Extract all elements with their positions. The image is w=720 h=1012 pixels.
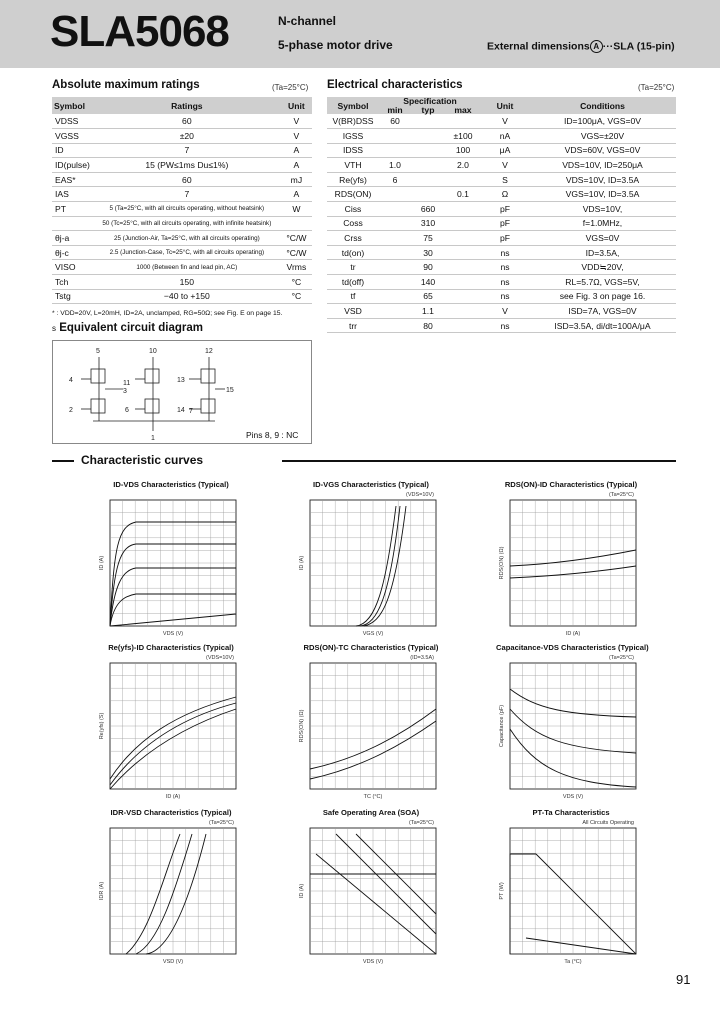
elec-header-unit: Unit [481,97,529,114]
curve-chart [96,480,246,638]
y-axis-label: RDS(ON) (Ω) [299,709,305,743]
y-axis-label: Capacitance (pF) [499,704,505,748]
elec-condition: (Ta=25°C) [638,83,675,92]
x-axis-label: VDS (V) [162,631,184,637]
abs-rating: 60 [93,114,281,129]
x-axis-label: Ta (°C) [564,959,582,965]
abs-max-title: Absolute maximum ratings [52,79,200,91]
curve-chart-title: ID-VGS Characteristics (Typical) [313,480,429,489]
elec-min [379,143,411,158]
elec-conditions: f=1.0MHz, [529,216,676,231]
elec-max: 100 [445,143,481,158]
elec-typ [411,187,445,202]
ext-dim-letter: A [590,40,603,53]
elec-max: 2.0 [445,158,481,173]
elec-unit: V [481,304,529,319]
curve-chart [496,643,649,801]
x-axis-label: VSD (V) [162,959,184,965]
abs-rating: 150 [93,275,281,290]
elec-conditions: see Fig. 3 on page 16. [529,289,676,304]
elec-header-min: min [379,106,411,114]
pin-label-12: 12 [205,348,213,355]
ext-dim-suffix: ···SLA (15-pin) [602,40,675,53]
chart-note: (Ta=25°C) [609,492,634,498]
elec-typ: 65 [411,289,445,304]
elec-max [445,172,481,187]
elec-typ [411,143,445,158]
curve-chart [496,480,646,638]
abs-symbol: PT [52,202,93,217]
elec-max [445,216,481,231]
y-axis-label: ID (A) [299,883,305,899]
elec-conditions: VGS=10V, ID=3.5A [529,187,676,202]
abs-symbol: ID(pulse) [52,158,93,173]
elec-min [379,275,411,290]
elec-symbol: td(off) [327,275,379,290]
elec-typ: 310 [411,216,445,231]
abs-max-footnote: * : VDD=20V, L=20mH, ID=2A, unclamped, RG=50Ω; see Fig. E on page 15. [52,310,283,317]
pin-label-5: 5 [96,348,100,355]
elec-symbol: VTH [327,158,379,173]
curve-chart-title: Capacitance-VDS Characteristics (Typical) [496,643,649,652]
abs-row [52,143,312,158]
elec-min [379,129,411,144]
elec-max [445,114,481,129]
abs-rating: 25 (Junction-Air, Ta=25°C, with all circuits operating) [93,231,281,246]
elec-title: Electrical characteristics [327,79,463,91]
chart-note: (Ta=25°C) [609,655,634,661]
curve-line [356,506,396,626]
abs-unit: A [281,143,312,158]
elec-header-symbol: Symbol [327,97,379,114]
abs-row [52,289,312,304]
elec-min [379,216,411,231]
elec-conditions: VGS=±20V [529,129,676,144]
external-dimensions [487,40,675,53]
curve-line [136,834,192,954]
elec-symbol: RDS(ON) [327,187,379,202]
elec-typ: 660 [411,202,445,217]
abs-symbol: VGSS [52,129,93,144]
elec-header-typ: typ [411,106,445,114]
elec-typ: 30 [411,245,445,260]
equivalent-circuit-diagram [53,341,311,443]
elec-header-max: max [445,106,481,114]
elec-unit: S [481,172,529,187]
elec-max [445,318,481,333]
elec-header-conditions: Conditions [529,97,676,114]
subtitle-channel: N-channel [278,14,337,28]
elec-symbol: IDSS [327,143,379,158]
curve-chart [96,808,246,966]
elec-conditions: ISD=3.5A, di/dt=100A/μA [529,318,676,333]
elec-conditions: VDS=60V, VGS=0V [529,143,676,158]
abs-unit: mJ [281,172,312,187]
elec-symbol: Ciss [327,202,379,217]
elec-row [327,187,676,202]
elec-table [327,97,676,333]
elec-max [445,304,481,319]
elec-max [445,231,481,246]
elec-symbol: trr [327,318,379,333]
abs-row [52,260,312,275]
part-number: SLA5068 [50,7,229,56]
elec-symbol: Re(yfs) [327,172,379,187]
abs-row [52,114,312,129]
elec-typ: 80 [411,318,445,333]
curve-line [364,506,406,626]
abs-header-ratings: Ratings [93,97,281,114]
elec-min [379,187,411,202]
x-axis-label: VDS (V) [562,794,584,800]
pins-nc-note: Pins 8, 9 : NC [246,430,299,440]
abs-symbol: ID [52,143,93,158]
curve-plot [496,808,646,966]
elec-row [327,245,676,260]
abs-row [52,202,312,217]
elec-row [327,114,676,129]
elec-max [445,260,481,275]
elec-row [327,275,676,290]
ext-dim-prefix: External dimensions [487,40,590,53]
abs-row [52,216,312,231]
elec-conditions: VDD≒20V, [529,260,676,275]
elec-unit: ns [481,275,529,290]
chart-note: All Circuits Operating [582,820,634,826]
curve-line [526,938,636,954]
curve-chart [96,643,246,801]
elec-min: 1.0 [379,158,411,173]
chart-note: (ID=3.5A) [410,655,434,661]
abs-unit: °C [281,275,312,290]
elec-header-spec: Specification [379,97,481,106]
abs-rating: 2.5 (Junction-Case, Tc=25°C, with all circuits operating) [93,245,281,260]
abs-unit: A [281,158,312,173]
curve-chart-title: Re(yfs)-ID Characteristics (Typical) [108,643,234,652]
elec-unit: Ω [481,187,529,202]
y-axis-label: PT (W) [499,882,505,900]
elec-unit: V [481,158,529,173]
elec-max [445,275,481,290]
elec-min [379,318,411,333]
elec-row [327,260,676,275]
curve-chart [296,808,446,966]
elec-unit: V [481,114,529,129]
elec-conditions: ID=3.5A, [529,245,676,260]
elec-unit: pF [481,216,529,231]
elec-conditions: VDS=10V, ID=250μA [529,158,676,173]
elec-symbol: Crss [327,231,379,246]
elec-unit: ns [481,245,529,260]
elec-max [445,202,481,217]
abs-row [52,231,312,246]
elec-min: 6 [379,172,411,187]
abs-unit: °C [281,289,312,304]
abs-rating: 7 [93,187,281,202]
page-number: 91 [676,972,691,987]
abs-rating: 50 (Tc=25°C, with all circuits operating, with infinite heatsink) [93,216,281,231]
y-axis-label: ID (A) [99,555,105,571]
elec-typ: 90 [411,260,445,275]
abs-max-condition: (Ta=25°C) [272,83,309,92]
curve-line [126,834,180,954]
elec-max [445,245,481,260]
pin-label-7: 7 [189,408,193,415]
elec-conditions: ISD=7A, VGS=0V [529,304,676,319]
elec-unit: nA [481,129,529,144]
elec-typ [411,158,445,173]
curve-chart-title: IDR-VSD Characteristics (Typical) [110,808,232,817]
abs-rating: ±20 [93,129,281,144]
elec-min [379,304,411,319]
abs-unit: V [281,129,312,144]
elec-row [327,158,676,173]
curve-chart [296,480,446,638]
x-axis-label: ID (A) [165,794,181,800]
elec-min [379,202,411,217]
curve-line [146,834,206,954]
elec-typ [411,129,445,144]
elec-row [327,143,676,158]
abs-unit [281,216,312,231]
curve-line [536,854,636,954]
abs-row [52,158,312,173]
abs-symbol: EAS* [52,172,93,187]
chart-note: (VDS=10V) [206,655,234,661]
chart-note: (VDS=10V) [406,492,434,498]
abs-max-table [52,97,312,304]
abs-symbol: VISO [52,260,93,275]
abs-symbol: VDSS [52,114,93,129]
abs-rating: 15 (PW≤1ms Du≤1%) [93,158,281,173]
curve-plot [296,643,446,801]
curves-title: Characteristic curves [78,453,206,467]
curve-chart-title: RDS(ON)-TC Characteristics (Typical) [303,643,439,652]
curve-plot [496,480,646,638]
elec-min [379,289,411,304]
pin-label-14: 14 [177,407,185,414]
curve-plot [496,643,649,801]
abs-symbol: θj-a [52,231,93,246]
abs-symbol: θj-c [52,245,93,260]
abs-row [52,172,312,187]
x-axis-label: VGS (V) [362,631,384,637]
curve-chart-title: Safe Operating Area (SOA) [322,808,420,817]
elec-symbol: IGSS [327,129,379,144]
abs-rating: 60 [93,172,281,187]
elec-min: 60 [379,114,411,129]
abs-row [52,275,312,290]
elec-unit: μA [481,143,529,158]
elec-typ: 75 [411,231,445,246]
elec-symbol: Coss [327,216,379,231]
elec-typ [411,172,445,187]
abs-unit: Vrms [281,260,312,275]
equivalent-circuit-frame [52,340,312,444]
elec-typ: 140 [411,275,445,290]
y-axis-label: ID (A) [299,555,305,571]
elec-conditions: VGS=0V [529,231,676,246]
elec-row [327,231,676,246]
abs-row [52,129,312,144]
curve-plot [96,643,246,801]
curve-plot [296,480,446,638]
elec-row [327,129,676,144]
elec-typ: 1.1 [411,304,445,319]
curve-line [336,834,436,934]
abs-unit: W [281,202,312,217]
elec-row [327,289,676,304]
elec-min [379,245,411,260]
pin-label-6: 6 [125,407,129,414]
x-axis-label: TC (°C) [363,794,383,800]
y-axis-label: IDR (A) [99,881,105,901]
elec-row [327,216,676,231]
abs-unit: A [281,187,312,202]
abs-rating: 7 [93,143,281,158]
elec-symbol: V(BR)DSS [327,114,379,129]
abs-unit: °C/W [281,245,312,260]
curve-chart-title: RDS(ON)-ID Characteristics (Typical) [504,480,638,489]
abs-row [52,187,312,202]
abs-symbol: IAS [52,187,93,202]
elec-max [445,289,481,304]
equiv-title-text: Equivalent circuit diagram [59,322,203,334]
equiv-title: s Equivalent circuit diagram [52,322,203,334]
elec-conditions: ID=100μA, VGS=0V [529,114,676,129]
abs-rating: 5 (Ta=25°C, with all circuits operating, without heatsink) [93,202,281,217]
curve-plot [96,808,246,966]
pin-label-10: 10 [149,348,157,355]
curve-line [316,854,436,954]
x-axis-label: VDS (V) [362,959,384,965]
curve-chart [296,643,446,801]
subtitle-application: 5-phase motor drive [278,38,393,52]
pin-label-13: 13 [177,377,185,384]
elec-typ [411,114,445,129]
pin-label-3: 3 [123,388,127,395]
y-axis-label: Re(yfs) (S) [99,712,105,740]
chart-note: (Ta=25°C) [409,820,434,826]
abs-header-unit: Unit [281,97,312,114]
curve-chart-title: PT-Ta Characteristics [532,808,610,817]
elec-unit: ns [481,318,529,333]
curve-chart [496,808,646,966]
elec-row [327,318,676,333]
abs-symbol [52,216,93,231]
elec-row [327,172,676,187]
abs-symbol: Tstg [52,289,93,304]
elec-unit: ns [481,289,529,304]
chart-note: (Ta=25°C) [209,820,234,826]
elec-conditions: VDS=10V, [529,202,676,217]
abs-symbol: Tch [52,275,93,290]
elec-unit: pF [481,231,529,246]
elec-symbol: VSD [327,304,379,319]
elec-max: 0.1 [445,187,481,202]
elec-min [379,260,411,275]
y-axis-label: RDS(ON) (Ω) [499,546,505,580]
pin-label-4: 4 [69,377,73,384]
abs-rating: 1000 (Between fin and lead pin, AC) [93,260,281,275]
elec-unit: pF [481,202,529,217]
curve-plot [296,808,446,966]
elec-row [327,202,676,217]
elec-conditions: RL=5.7Ω, VGS=5V, [529,275,676,290]
elec-conditions: VDS=10V, ID=3.5A [529,172,676,187]
abs-unit: V [281,114,312,129]
elec-symbol: tf [327,289,379,304]
abs-header-symbol: Symbol [52,97,93,114]
pin-label-2: 2 [69,407,73,414]
pin-label-1: 1 [151,435,155,442]
abs-row [52,245,312,260]
elec-row [327,304,676,319]
curve-plot [96,480,246,638]
elec-max: ±100 [445,129,481,144]
elec-symbol: td(on) [327,245,379,260]
elec-min [379,231,411,246]
elec-symbol: tr [327,260,379,275]
abs-unit: °C/W [281,231,312,246]
pin-label-11: 11 [123,380,131,387]
pin-label-15: 15 [226,387,234,394]
x-axis-label: ID (A) [565,631,581,637]
curve-chart-title: ID-VDS Characteristics (Typical) [113,480,229,489]
abs-rating: −40 to +150 [93,289,281,304]
elec-unit: ns [481,260,529,275]
